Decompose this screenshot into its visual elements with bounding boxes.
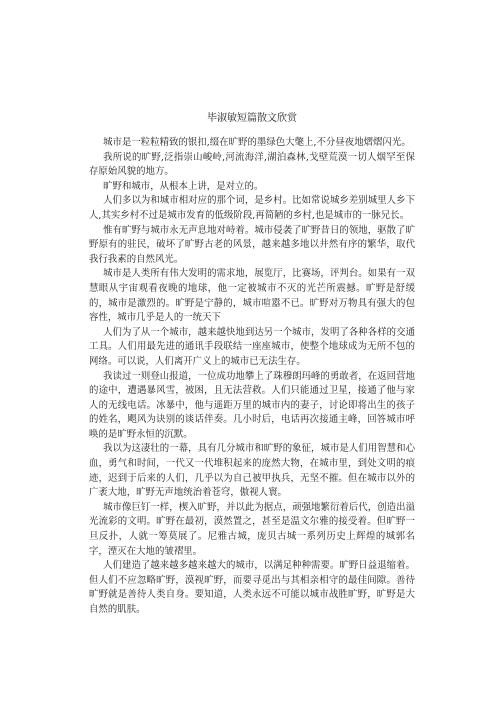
paragraph: 城市是人类所有伟大发明的需求地，展览厅，比赛场，评判台。如果有一双慧眼从宇宙观看夜晚的地球，他一定被城市不灭的光芒所震撼。旷野是舒缓的，城市是激烈的。旷野是宁静的，城市喧嚣不已。旷野对万物具有强大的包容性，城市几乎是人的一统天下 [89,268,415,324]
paragraph: 城市像巨钉一样，楔入旷野，并以此为据点，顽强地繁衍着后代，创造出溢光流彩的文明。旷野在最初，漠然置之，甚至是温文尔雅的接受着。但旷野一旦反扑，人就一筹莫展了。尼雅古城，庞贝古城一系列历史上辉煌的城郭名字，湮灭在大地的皱褶里。 [89,501,415,557]
paragraph: 旷野和城市，从根本上讲，是对立的。 [103,180,264,192]
paragraph: 人们为了从一个城市，越来越快地到达另一个城市，发明了各种各样的交通工具。人们用最先进的通讯手段联结一座座城市，使整个地球成为无所不包的网络。可以说，人们离开广义上的城市已无法生存。 [89,326,415,367]
paragraph: 我所说的旷野,泛指崇山峻岭,河流海洋,湖泊森林,戈壁荒漠一切人烟罕至保存原始风貌的地方。 [89,151,415,178]
paragraph: 我以为这凄壮的一幕，具有几分城市和旷野的象征，城市是人们用智慧和心血，勇气和时间，一代又一代堆积起来的庞然大物，在城市里，到处文明的痕迹，迟到于后来的人们，几乎以为自己被甲执兵，无坚不摧。但在城市以外的广袤大地，旷野无声地统治着苍穹，傲视人寰。 [89,443,415,499]
paragraph: 惟有旷野与城市永无声息地对峙着。城市侵袭了旷野昔日的领地，驱散了旷野原有的驻民，破坏了旷野古老的风景，越来越多地以井然有序的繁华，取代我行我素的自然风光。 [89,224,415,265]
document-title: 毕淑敏短篇散文欣赏 [207,113,297,124]
document-body [89,136,415,618]
paragraph: 人们多以为和城市相对应的那个词，是乡村。比如常说城乡差别城里人乡下人,其实乡村不过是城市发育的低级阶段,再简陋的乡村,也是城市的一脉兄长。 [89,195,415,221]
paragraph: 人们建造了越来越多越来越大的城市，以满足种种需要。旷野日益退缩着。但人们不应忽略旷野，漠视旷野，而要寻觅出与其相亲相守的最佳间隙。善待旷野就是善待人类自身。要知道，人类永远不可能以城市战胜旷野，旷野是大自然的肌肤。 [89,560,415,615]
paragraph: 城市是一粒粒精致的银扣,缀在旷野的墨绿色大氅上,不分昼夜地熠熠闪光。 [103,137,411,148]
paragraph: 我读过一则登山报道，一位成功地攀上了珠穆朗玛峰的勇敢者，在返回营地的途中，遭遇暴风雪，被困，且无法营救。人们只能通过卫星，接通了他与家人的无线电话。冰暴中，他与遥距万里的城市内的妻子，讨论即将出生的孩子的姓名，飓风为诀别的谈话伴奏。几小时后，电话再次接通主峰，回答城市呼唤的是旷野永恒的沉默。 [89,370,415,440]
